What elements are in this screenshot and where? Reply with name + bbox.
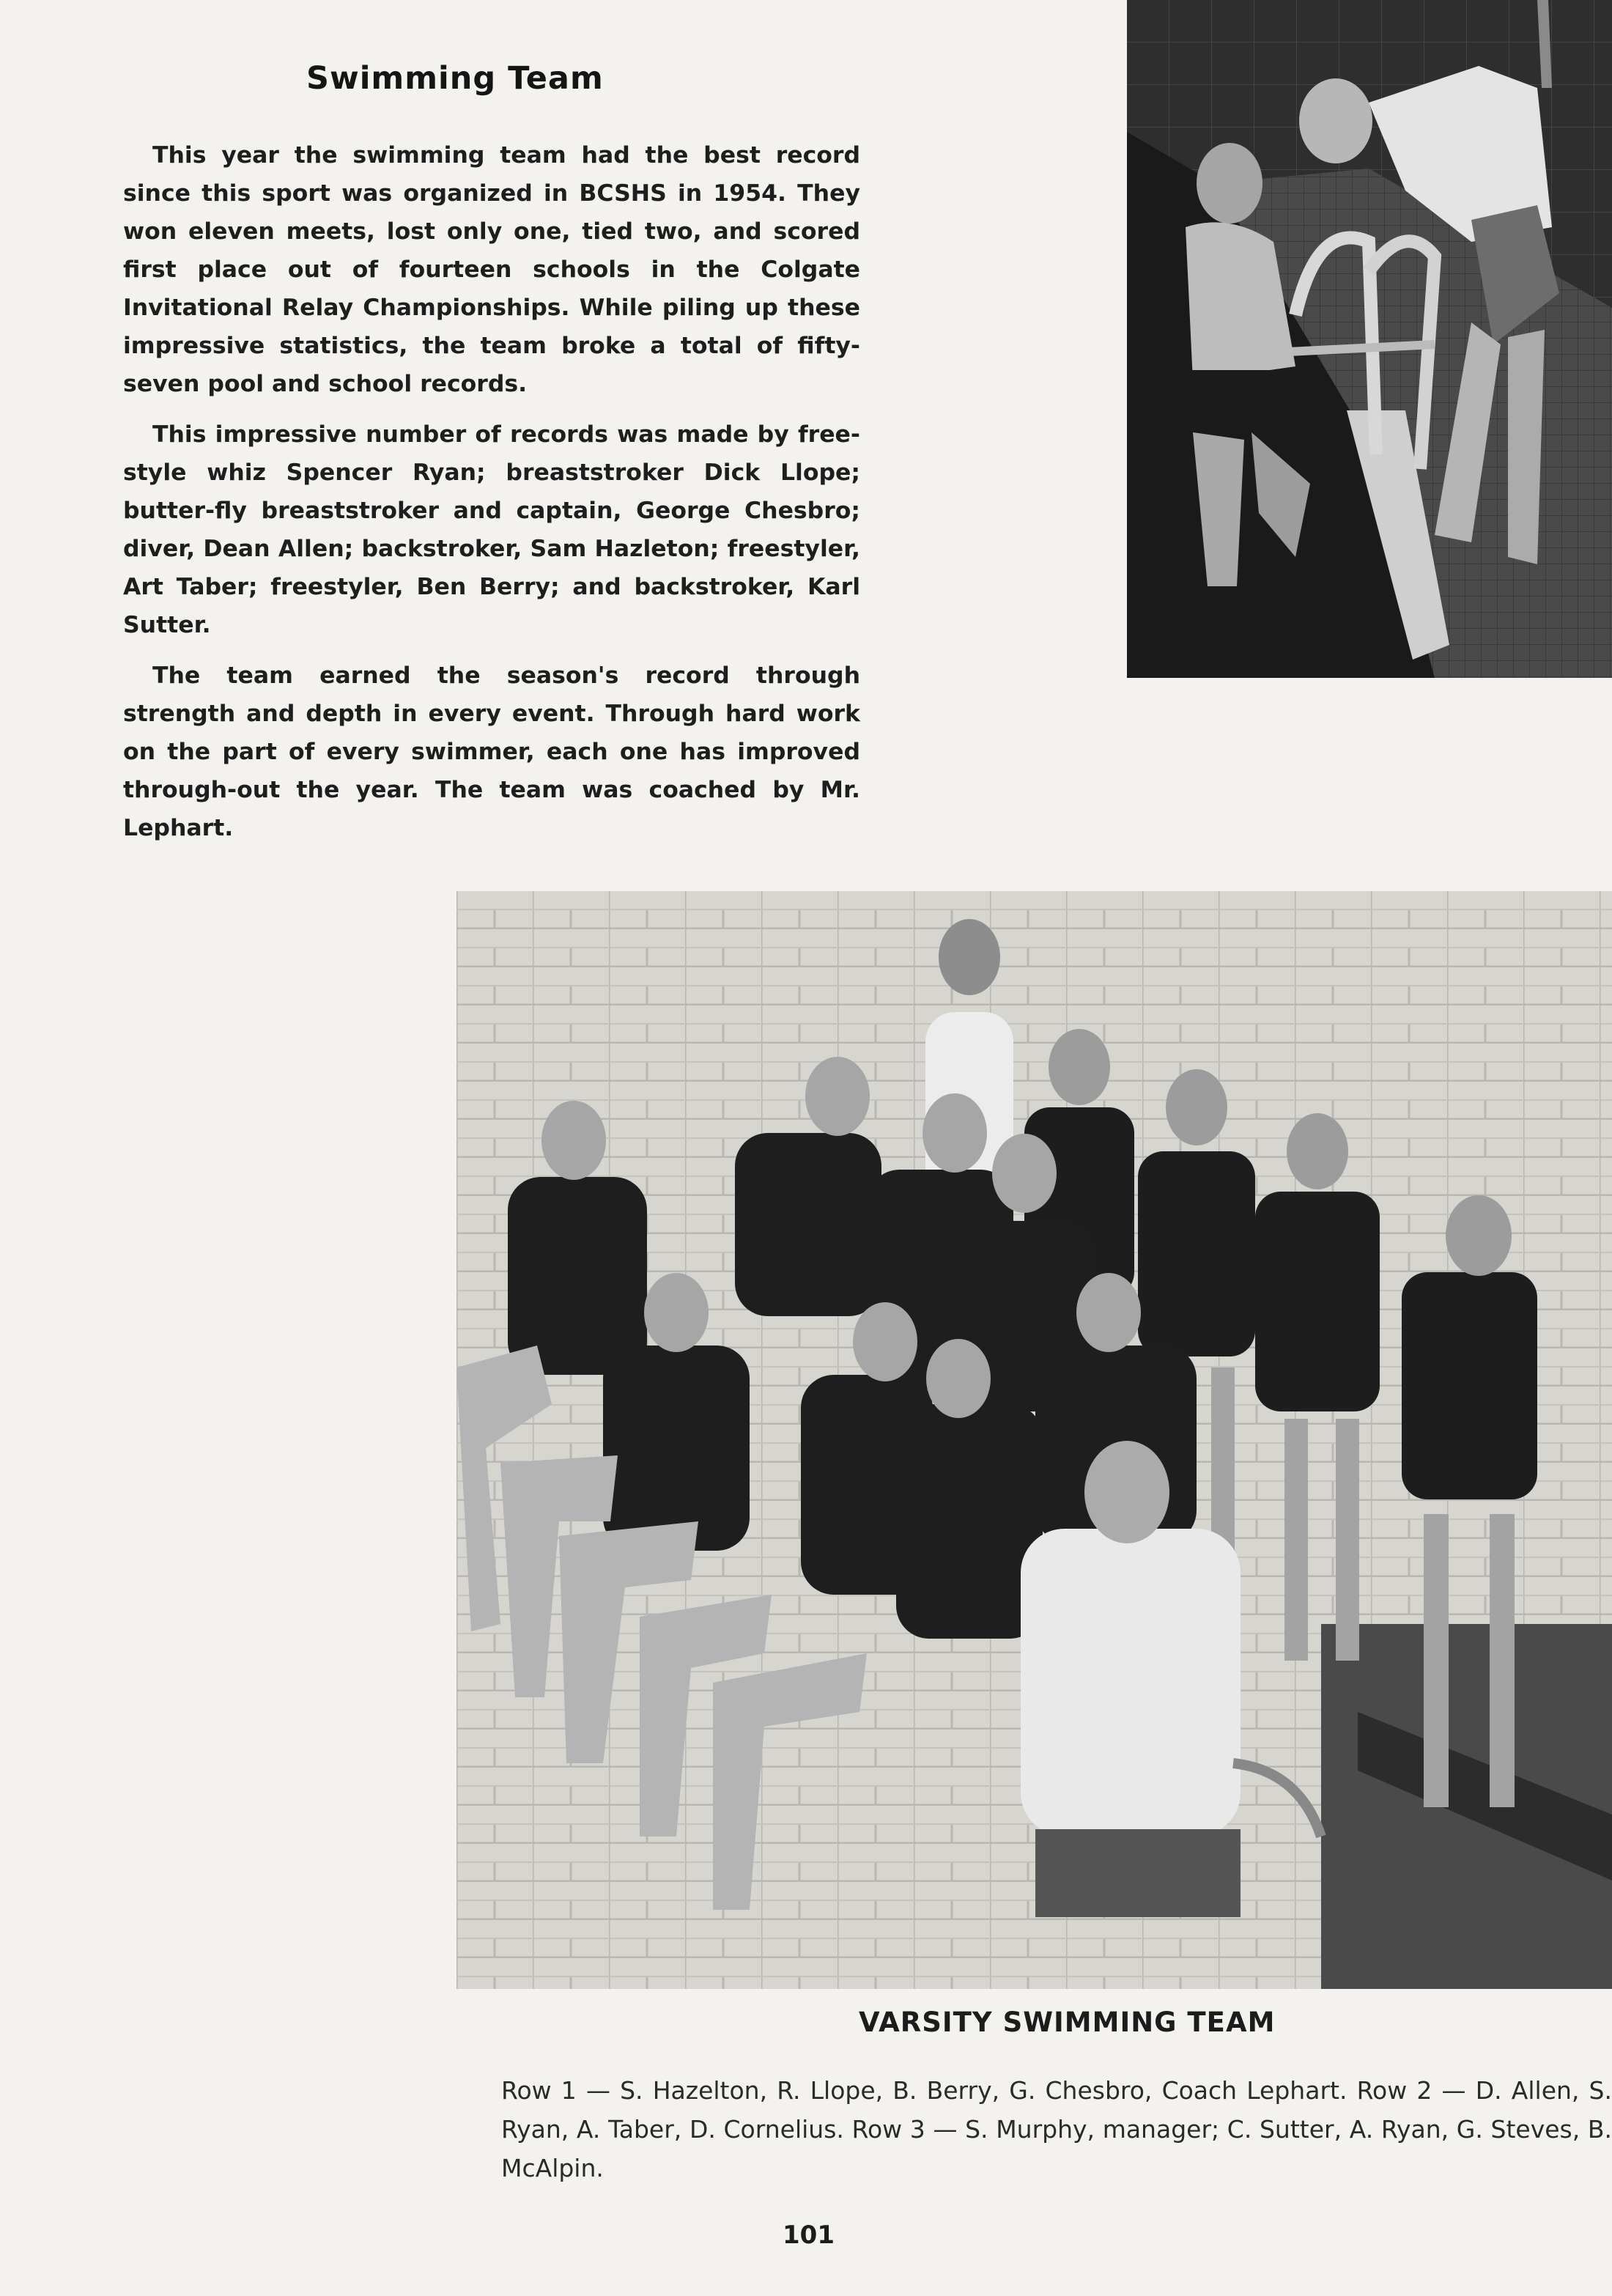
- coach-swimmer-photo: [1127, 0, 1612, 678]
- photo-caption-title: VARSITY SWIMMING TEAM: [859, 2007, 1276, 2038]
- paragraph-3: The team earned the season's record through strength and depth in every event. Through hard work on the part of every swimmer, each one has improved through-out the year. The team was coached by Mr. Lephart.: [123, 662, 860, 841]
- page-title: Swimming Team: [306, 60, 604, 97]
- paragraph-2: This impressive number of records was made by free-style whiz Spencer Ryan; breaststroker Dick Llope; butter-fly breaststroker and captain, George Chesbro; diver, Dean Allen; backstroker, Sam Hazleton; freestyler, Art Taber; freestyler, Ben Berry; and backstroker, Karl Sutter.: [123, 421, 860, 638]
- article-body: [123, 136, 860, 860]
- page-number: 101: [783, 2221, 835, 2250]
- varsity-team-photo: [456, 891, 1612, 1989]
- paragraph-1: This year the swimming team had the best record since this sport was organized in BCSHS in 1954. They won eleven meets, lost only one, tied two, and scored first place out of fourteen schools in the Colgate Invitational Relay Championships. While piling up these impressive statistics, the team broke a total of fifty-seven pool and school records.: [123, 142, 860, 397]
- photo-caption-text: Row 1 — S. Hazelton, R. Llope, B. Berry, G. Chesbro, Coach Lephart. Row 2 — D. Allen, S. Ryan, A. Taber, D. Cornelius. Row 3 — S. Murphy, manager; C. Sutter, A. Ryan, G. Steves, B. McAlpin.: [501, 2076, 1612, 2182]
